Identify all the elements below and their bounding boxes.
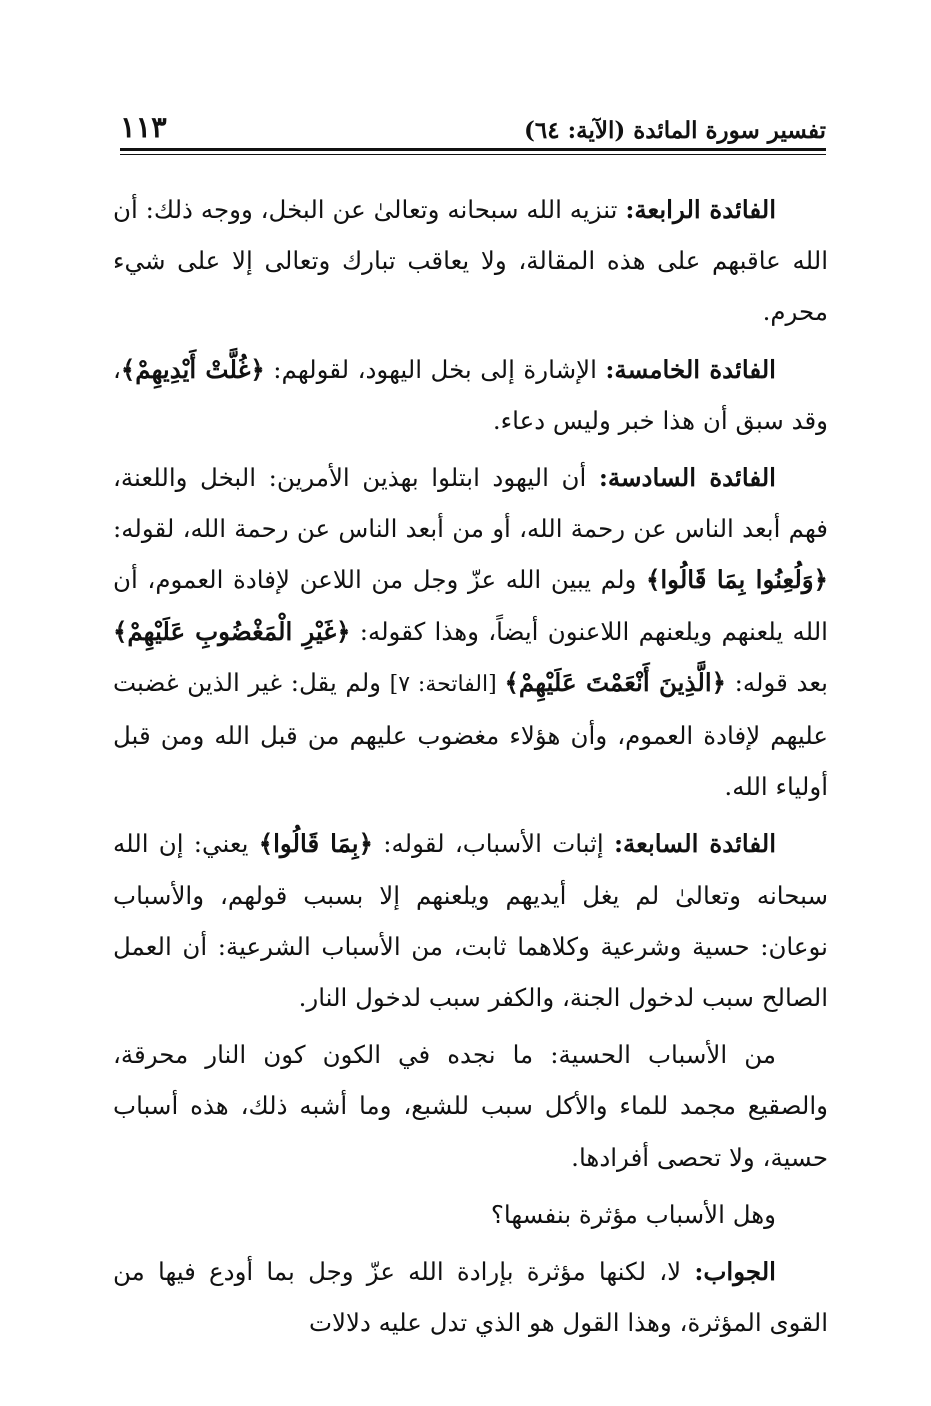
paragraph-text: يعني: إن الله سبحانه وتعالىٰ لم يغل أيديهم ويلعنهم إلا بسبب قولهم، والأسباب نوعان: حسية وشرعية وكلاهما ثابت، من الأسباب الشرعية: أن العمل الصالح سبب لدخول الجنة، والكفر سبب لدخول النار.: [113, 829, 828, 1013]
paragraph-text: لا، لكنها مؤثرة بإرادة الله عزّ وجل بما أودع فيها من القوى المؤثرة، وهذا القول هو الذي تدل عليه دلالات: [113, 1257, 828, 1338]
quran-quote: ﴿بِمَا قَالُوا﴾: [258, 829, 373, 859]
page-body: [113, 184, 828, 1354]
paragraph-text: الإشارة إلى بخل اليهود، لقولهم:: [264, 354, 606, 384]
header-rule-thin: [120, 154, 826, 155]
quran-reference: [الفاتحة: ٧]: [389, 671, 505, 697]
paragraph-text: وهل الأسباب مؤثرة بنفسها؟: [490, 1199, 776, 1229]
paragraph-text: أن اليهود ابتلوا بهذين الأمرين: البخل واللعنة، فهم أبعد الناس عن رحمة الله، أو من أبعد الناس عن رحمة الله، لقوله:: [113, 463, 828, 544]
paragraph-text: ولم يقل: غير الذين غضبت عليهم لإفادة العموم، وأن هؤلاء مغضوب عليهم من قبل الله ومن قبل أولياء الله.: [113, 667, 828, 802]
quran-quote: ﴿غُلَّتْ أَيْدِيهِمْ﴾: [120, 354, 265, 384]
paragraph-text: ولم يبين الله عزّ وجل من اللاعن لإفادة العموم، أن الله يلعنهم ويلعنهم اللاعنون أيضاً، وهذا كقوله:: [113, 565, 828, 646]
header-rule-thick: [120, 148, 826, 151]
paragraph-lead: الجواب:: [694, 1257, 776, 1287]
paragraph-fourth-benefit: [113, 184, 828, 338]
paragraph-text: بعد قوله:: [726, 667, 828, 697]
paragraph-text: إثبات الأسباب، لقوله:: [372, 829, 614, 859]
paragraph-lead: الفائدة الخامسة:: [605, 354, 776, 384]
paragraph-lead: الفائدة السابعة:: [613, 829, 777, 859]
quran-quote: ﴿غَيْرِ الْمَغْضُوبِ عَلَيْهِمْ﴾: [113, 616, 351, 646]
paragraph-text: من الأسباب الحسية: ما نجده في الكون كون النار محرقة، والصقيع مجمد للماء والأكل سبب للشبع، وما أشبه ذلك، هذه أسباب حسية، ولا تحصى أفرادها.: [113, 1040, 828, 1172]
paragraph-lead: الفائدة السادسة:: [598, 463, 776, 493]
paragraph-fifth-benefit: [113, 344, 828, 446]
quran-quote: ﴿وَلُعِنُوا بِمَا قَالُوا﴾: [646, 565, 828, 595]
page-number: ١١٣: [120, 110, 167, 144]
paragraph-sensory-causes: [113, 1029, 828, 1183]
paragraph-text: ، وقد سبق أن هذا خبر وليس دعاء.: [113, 354, 828, 435]
paragraph-seventh-benefit: [113, 818, 828, 1023]
paragraph-lead: الفائدة الرابعة:: [625, 195, 777, 224]
running-title: تفسير سورة المائدة (الآية: ٦٤): [524, 117, 826, 144]
paragraph-question: [113, 1189, 828, 1240]
quran-quote: ﴿الَّذِينَ أَنْعَمْتَ عَلَيْهِمْ﴾: [504, 667, 726, 697]
paragraph-sixth-benefit: [113, 452, 828, 812]
paragraph-answer: [113, 1246, 828, 1348]
paragraph-text: تنزيه الله سبحانه وتعالىٰ عن البخل، ووجه ذلك: أن الله عاقبهم على هذه المقالة، ولا يعاقب تبارك وتعالى إلا على شيء محرم.: [113, 195, 828, 327]
page-header: [120, 100, 826, 144]
